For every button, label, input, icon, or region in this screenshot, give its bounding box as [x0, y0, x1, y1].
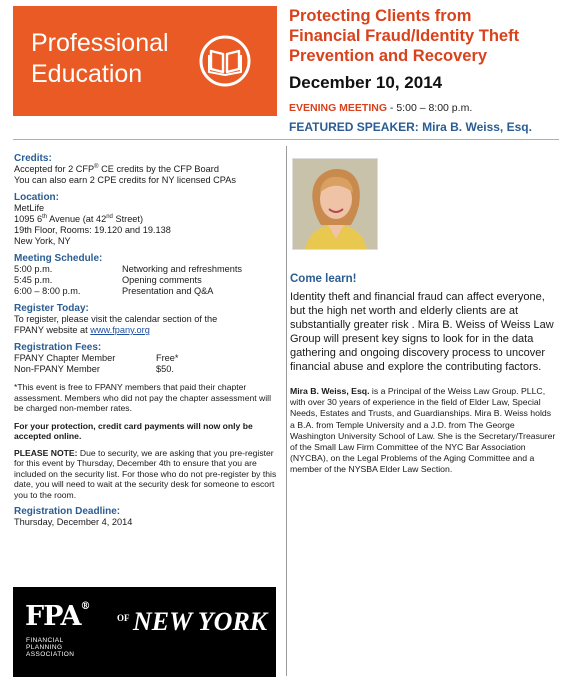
event-description: Identity theft and financial fraud can affect everyone, but the high net worth and elderly clients are at substantially greater risk . Mira B. Weiss of Weiss Law Group will present key signs to look for in the data gathering and ongoing discovery process to uncover financial abuse and explore the contributing factors.: [290, 291, 554, 373]
speaker-photo: [292, 158, 378, 250]
schedule-time: 6:00 – 8:00 p.m.: [14, 286, 81, 296]
fpa-full-line: ASSOCIATION: [26, 651, 75, 659]
event-title-line-3: Prevention and Recovery: [289, 47, 488, 65]
fees-footnote: *This event is free to FPANY members that paid their chapter assessment. Members who did not pay the chapter assessment will be charged non-member rates.: [14, 382, 271, 413]
schedule-time: 5:45 p.m.: [14, 275, 53, 285]
credits-heading: Credits:: [14, 153, 52, 164]
schedule-time: 5:00 p.m.: [14, 264, 53, 274]
professional-education-banner: [13, 6, 277, 116]
event-title-line-1: Protecting Clients from: [289, 7, 472, 25]
register-section: [14, 303, 280, 336]
speaker-portrait-graphic: [293, 159, 378, 250]
book-icon: [198, 34, 252, 88]
speaker-column: [290, 273, 558, 476]
fpa-full-line: PLANNING: [26, 644, 63, 652]
fpa-full-name: [26, 637, 74, 659]
fee-value: Free*: [156, 353, 179, 363]
credits-text: Accepted for 2 CFP: [14, 164, 95, 174]
location-floor: 19th Floor, Rooms: 19.120 and 19.138: [14, 225, 171, 235]
fpa-letters: FPA: [25, 601, 81, 632]
fees-section: [14, 342, 280, 442]
fpany-website-link[interactable]: www.fpany.org: [90, 325, 150, 335]
registered-mark: ®: [94, 163, 99, 170]
location-address: [14, 214, 280, 225]
location-venue: MetLife: [14, 203, 45, 213]
register-text: To register, please visit the calendar section of the: [14, 314, 218, 324]
address-sup: nd: [106, 213, 113, 220]
event-header: [289, 6, 559, 134]
address-part: 1095 6: [14, 214, 43, 224]
fpa-new-york-logo: [13, 587, 276, 677]
speaker-bio-text: is a Principal of the Weiss Law Group. PLLC, with over 30 years of experience in the field of Elder Law, Special Needs, Estates and Trusts, and Guardianships. Mira B. Weiss holds a B.A. from Temple University and a J.D. from The George Washington University School of Law. She is the Secretary/Treasurer of the Small Law Firm Committee of the NYC Bar Association (NYCBA), on the Legal Problems of the Aging Committee and a member of the NYSBA Elder Law Section.: [290, 386, 556, 475]
credits-line-2: You can also earn 2 CPE credits for NY licensed CPAs: [14, 175, 236, 185]
credits-line-1: [14, 164, 280, 175]
event-date: December 10, 2014: [289, 73, 443, 92]
featured-speaker: FEATURED SPEAKER: Mira B. Weiss, Esq.: [289, 120, 532, 134]
credits-section: [14, 153, 280, 186]
register-text-lead: FPANY website at: [14, 325, 91, 335]
evening-meeting: [289, 102, 559, 114]
event-title-line-2: Financial Fraud/Identity Theft: [289, 27, 520, 45]
evening-time: - 5:00 – 8:00 p.m.: [387, 102, 473, 114]
fpa-registered-mark: ®: [80, 601, 90, 612]
schedule-desc: Presentation and Q&A: [122, 286, 214, 296]
credits-text-rest: CE credits by the CFP Board: [98, 164, 219, 174]
register-heading: Register Today:: [14, 303, 89, 314]
speaker-bio-name: Mira B. Weiss, Esq.: [290, 386, 370, 396]
deadline-heading: Registration Deadline:: [14, 506, 121, 517]
location-heading: Location:: [14, 192, 59, 203]
fee-row: [14, 364, 280, 375]
address-sup: th: [42, 213, 48, 220]
banner-title: [31, 28, 169, 90]
schedule-row: [14, 275, 280, 286]
credit-card-notice: For your protection, credit card payments will now only be accepted online.: [14, 420, 253, 441]
fees-heading: Registration Fees:: [14, 342, 102, 353]
header-divider: [13, 139, 559, 140]
fpa-mark: [25, 601, 89, 632]
speaker-bio: [290, 386, 558, 476]
banner-line-2: Education: [31, 60, 143, 88]
security-notice-text: Due to security, we are asking that you pre-register for this event by Thursday, December 4th to ensure that you are included on the security list. For those who do not pre-register by this date, you will need to wait at the security desk for someone to escort you to the room.: [14, 447, 277, 500]
schedule-desc: Networking and refreshments: [122, 264, 243, 274]
come-learn-heading: Come learn!: [290, 273, 357, 285]
schedule-heading: Meeting Schedule:: [14, 253, 103, 264]
deadline-date: Thursday, December 4, 2014: [14, 517, 133, 527]
location-city: New York, NY: [14, 236, 71, 246]
deadline-section: [14, 506, 280, 528]
security-notice-label: PLEASE NOTE:: [14, 447, 78, 458]
fee-label: Non-FPANY Member: [14, 364, 100, 374]
register-text-2: [14, 325, 280, 336]
fee-value: $50.: [156, 364, 174, 374]
banner-line-1: Professional: [31, 29, 169, 57]
fee-label: FPANY Chapter Member: [14, 353, 116, 363]
schedule-row: [14, 286, 280, 297]
address-part: Street): [112, 214, 144, 224]
schedule-section: [14, 253, 280, 297]
fee-row: [14, 353, 280, 364]
address-part: Avenue (at 42: [47, 214, 107, 224]
fpa-full-line: FINANCIAL: [26, 637, 64, 644]
evening-label: EVENING MEETING: [289, 102, 388, 114]
column-divider: [286, 146, 287, 676]
location-section: [14, 192, 280, 247]
schedule-desc: Opening comments: [122, 275, 202, 285]
fpa-chapter-name: NEW YORK: [133, 607, 268, 636]
schedule-row: [14, 264, 280, 275]
fpa-of: OF: [117, 613, 130, 623]
event-details-column: [14, 153, 280, 534]
security-notice: [14, 448, 280, 501]
event-title: [289, 6, 559, 66]
